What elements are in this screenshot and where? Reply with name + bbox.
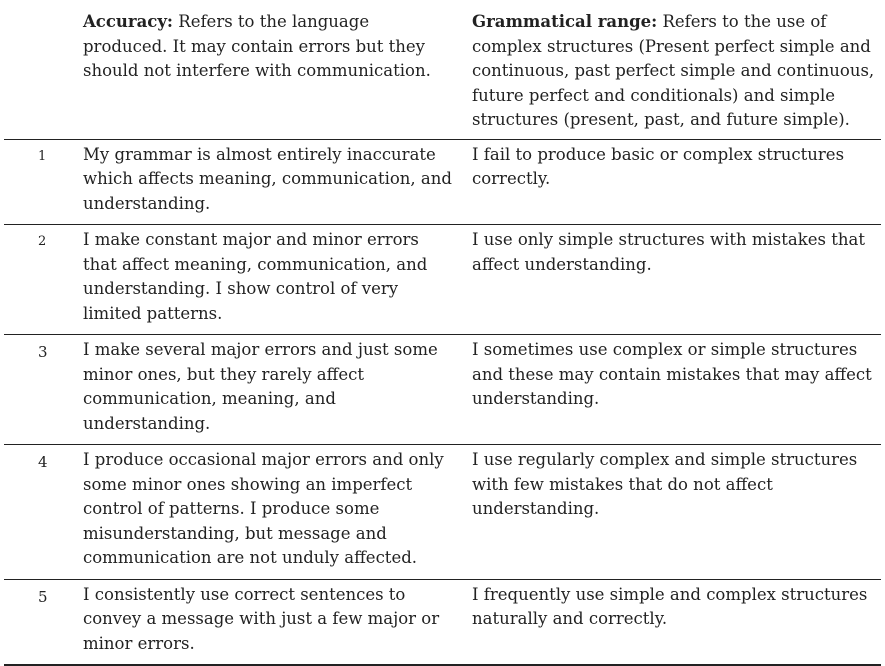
header-grammatical-range-cell [464,0,881,139]
grammatical-range-cell: I use regularly complex and simple structures with few mistakes that do not affect understanding. [472,450,858,518]
header-level-cell [4,0,80,139]
header-accuracy-cell [80,0,464,139]
table-row [4,445,881,580]
accuracy-cell: I make several major errors and just some minor ones, but they rarely affect communication, meaning, and understanding. [83,340,438,433]
accuracy-cell: I make constant major and minor errors that affect meaning, communication, and understanding. I show control of very limited patterns. [83,230,428,323]
level-cell: 5 [38,587,48,606]
table-row [4,225,881,335]
table-header-row [4,0,881,139]
accuracy-cell: I produce occasional major errors and only some minor ones showing an imperfect control of patterns. I produce some misunderstanding, but message and communication are not unduly affected. [83,450,444,567]
rubric-table [4,0,881,666]
accuracy-term: Accuracy: [83,12,174,31]
table-row [4,579,881,665]
level-cell: 4 [38,453,48,471]
accuracy-cell: I consistently use correct sentences to convey a message with just a few major or minor errors. [83,584,440,653]
grammatical-range-cell: I sometimes use complex or simple structures and these may contain mistakes that may affect understanding. [472,340,872,408]
grammatical-range-cell: I fail to produce basic or complex structures correctly. [472,144,845,188]
table-row [4,139,881,225]
grammatical-range-term: Grammatical range: [472,12,658,31]
level-cell: 3 [38,343,48,361]
accuracy-description: Refers to the language produced. It may contain errors but they should not interfere with communication. [83,12,431,80]
accuracy-cell: My grammar is almost entirely inaccurate which affects meaning, communication, and understanding. [83,144,452,213]
grammatical-range-description: Refers to the use of complex structures (Present perfect simple and continuous, past perfect simple and continuous, future perfect and conditionals) and simple structures (present, past, and future simple). [472,12,875,129]
grammatical-range-cell: I frequently use simple and complex structures naturally and correctly. [472,584,868,628]
level-cell: 1 [38,148,47,164]
level-cell: 2 [38,234,47,249]
grammatical-range-cell: I use only simple structures with mistakes that affect understanding. [472,230,865,274]
table-row [4,335,881,445]
